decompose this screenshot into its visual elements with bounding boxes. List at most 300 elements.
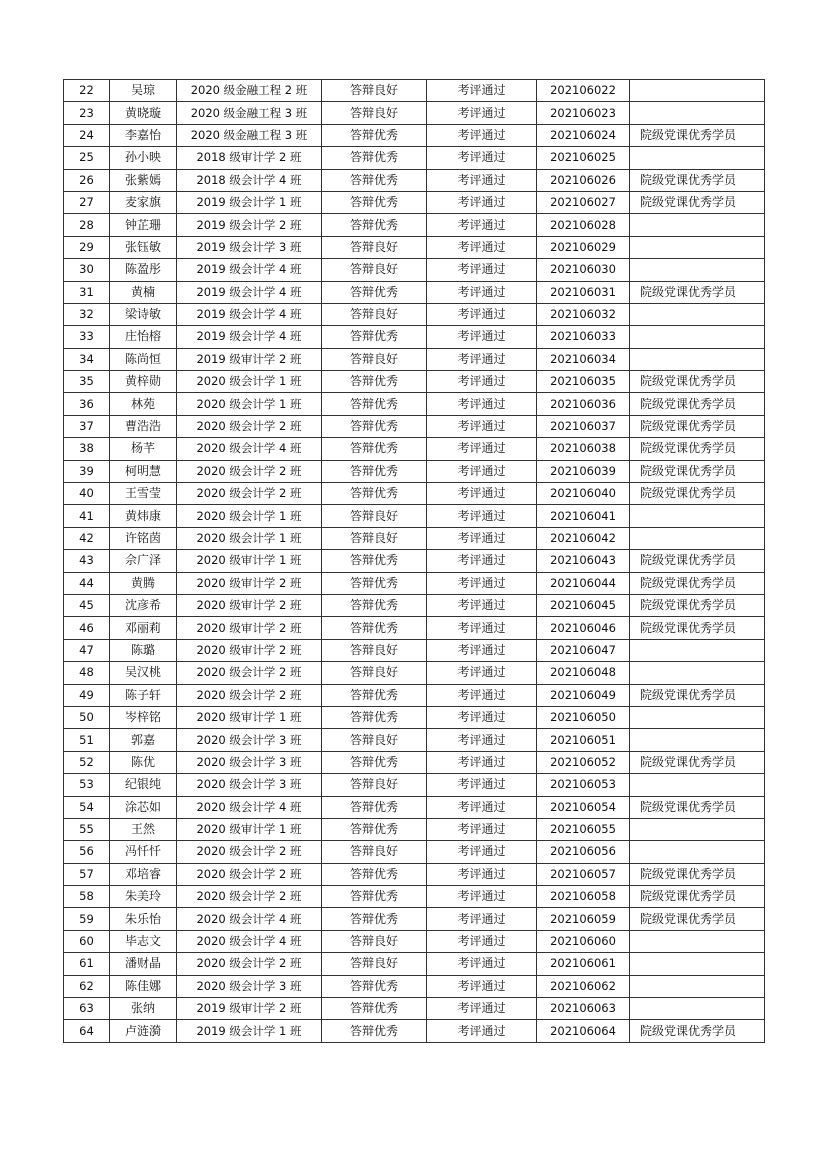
certificate-number: 202106055: [537, 818, 630, 840]
student-name: 朱乐怡: [110, 908, 177, 930]
defense-result: 答辩优秀: [322, 438, 427, 460]
roster-rows: [64, 80, 765, 1043]
table-row: [64, 908, 765, 930]
student-name: 邓丽莉: [110, 617, 177, 639]
certificate-number: 202106052: [537, 751, 630, 773]
table-row: [64, 147, 765, 169]
table-row: [64, 214, 765, 236]
row-number: 28: [64, 214, 110, 236]
remark: [630, 214, 765, 236]
review-result: 考评通过: [427, 550, 537, 572]
student-name: 庄怡榕: [110, 326, 177, 348]
student-name: 张钰敏: [110, 236, 177, 258]
certificate-number: 202106043: [537, 550, 630, 572]
table-row: [64, 460, 765, 482]
review-result: 考评通过: [427, 594, 537, 616]
certificate-number: 202106058: [537, 886, 630, 908]
row-number: 60: [64, 930, 110, 952]
row-number: 37: [64, 415, 110, 437]
class-name: 2020 级会计学 3 班: [177, 975, 322, 997]
student-name: 沈彦希: [110, 594, 177, 616]
remark: [630, 818, 765, 840]
remark: 院级党课优秀学员: [630, 415, 765, 437]
certificate-number: 202106063: [537, 998, 630, 1020]
table-row: [64, 505, 765, 527]
class-name: 2019 级会计学 3 班: [177, 236, 322, 258]
student-name: 冯忏忏: [110, 841, 177, 863]
student-name: 陈尚恒: [110, 348, 177, 370]
row-number: 36: [64, 393, 110, 415]
certificate-number: 202106051: [537, 729, 630, 751]
review-result: 考评通过: [427, 975, 537, 997]
row-number: 39: [64, 460, 110, 482]
class-name: 2020 级审计学 2 班: [177, 572, 322, 594]
defense-result: 答辩良好: [322, 639, 427, 661]
student-name: 卢涟漪: [110, 1020, 177, 1042]
defense-result: 答辩优秀: [322, 886, 427, 908]
certificate-number: 202106044: [537, 572, 630, 594]
defense-result: 答辩良好: [322, 80, 427, 102]
defense-result: 答辩良好: [322, 236, 427, 258]
row-number: 49: [64, 684, 110, 706]
table-row: [64, 415, 765, 437]
certificate-number: 202106059: [537, 908, 630, 930]
class-name: 2020 级审计学 2 班: [177, 617, 322, 639]
certificate-number: 202106050: [537, 706, 630, 728]
table-row: [64, 818, 765, 840]
review-result: 考评通过: [427, 639, 537, 661]
remark: 院级党课优秀学员: [630, 863, 765, 885]
class-name: 2020 级会计学 1 班: [177, 505, 322, 527]
row-number: 43: [64, 550, 110, 572]
certificate-number: 202106048: [537, 662, 630, 684]
row-number: 57: [64, 863, 110, 885]
table-row: [64, 80, 765, 102]
remark: [630, 259, 765, 281]
row-number: 31: [64, 281, 110, 303]
student-name: 曹浩浩: [110, 415, 177, 437]
class-name: 2020 级会计学 4 班: [177, 796, 322, 818]
row-number: 59: [64, 908, 110, 930]
certificate-number: 202106025: [537, 147, 630, 169]
row-number: 46: [64, 617, 110, 639]
row-number: 50: [64, 706, 110, 728]
student-name: 陈盈彤: [110, 259, 177, 281]
class-name: 2020 级会计学 4 班: [177, 930, 322, 952]
student-name: 潘财晶: [110, 953, 177, 975]
student-name: 许铭茵: [110, 527, 177, 549]
certificate-number: 202106031: [537, 281, 630, 303]
class-name: 2020 级审计学 1 班: [177, 818, 322, 840]
remark: 院级党课优秀学员: [630, 124, 765, 146]
review-result: 考评通过: [427, 729, 537, 751]
row-number: 25: [64, 147, 110, 169]
row-number: 34: [64, 348, 110, 370]
table-row: [64, 483, 765, 505]
class-name: 2020 级会计学 2 班: [177, 483, 322, 505]
table-row: [64, 953, 765, 975]
table-row: [64, 706, 765, 728]
row-number: 51: [64, 729, 110, 751]
remark: 院级党课优秀学员: [630, 191, 765, 213]
class-name: 2020 级会计学 4 班: [177, 908, 322, 930]
row-number: 29: [64, 236, 110, 258]
student-name: 朱美玲: [110, 886, 177, 908]
table-row: [64, 303, 765, 325]
certificate-number: 202106060: [537, 930, 630, 952]
table-row: [64, 572, 765, 594]
table-row: [64, 774, 765, 796]
student-name: 佘广泽: [110, 550, 177, 572]
row-number: 23: [64, 102, 110, 124]
defense-result: 答辩良好: [322, 303, 427, 325]
row-number: 38: [64, 438, 110, 460]
remark: [630, 998, 765, 1020]
table-row: [64, 438, 765, 460]
remark: [630, 348, 765, 370]
class-name: 2020 级会计学 4 班: [177, 438, 322, 460]
student-name: 张紫嫣: [110, 169, 177, 191]
table-row: [64, 371, 765, 393]
review-result: 考评通过: [427, 930, 537, 952]
review-result: 考评通过: [427, 259, 537, 281]
review-result: 考评通过: [427, 303, 537, 325]
review-result: 考评通过: [427, 505, 537, 527]
table-row: [64, 1020, 765, 1042]
defense-result: 答辩优秀: [322, 594, 427, 616]
class-name: 2020 级会计学 1 班: [177, 393, 322, 415]
remark: 院级党课优秀学员: [630, 281, 765, 303]
defense-result: 答辩良好: [322, 527, 427, 549]
student-name: 陈优: [110, 751, 177, 773]
table-row: [64, 617, 765, 639]
certificate-number: 202106022: [537, 80, 630, 102]
row-number: 62: [64, 975, 110, 997]
remark: [630, 102, 765, 124]
student-name: 吴汉桃: [110, 662, 177, 684]
certificate-number: 202106041: [537, 505, 630, 527]
row-number: 53: [64, 774, 110, 796]
review-result: 考评通过: [427, 706, 537, 728]
class-name: 2020 级会计学 2 班: [177, 415, 322, 437]
table-row: [64, 102, 765, 124]
class-name: 2018 级审计学 2 班: [177, 147, 322, 169]
review-result: 考评通过: [427, 326, 537, 348]
table-row: [64, 796, 765, 818]
remark: 院级党课优秀学员: [630, 684, 765, 706]
row-number: 55: [64, 818, 110, 840]
class-name: 2020 级审计学 2 班: [177, 639, 322, 661]
defense-result: 答辩优秀: [322, 460, 427, 482]
review-result: 考评通过: [427, 415, 537, 437]
defense-result: 答辩优秀: [322, 796, 427, 818]
defense-result: 答辩良好: [322, 662, 427, 684]
remark: 院级党课优秀学员: [630, 169, 765, 191]
table-row: [64, 281, 765, 303]
certificate-number: 202106054: [537, 796, 630, 818]
class-name: 2020 级会计学 2 班: [177, 863, 322, 885]
table-row: [64, 550, 765, 572]
student-name: 梁诗敏: [110, 303, 177, 325]
class-name: 2020 级会计学 2 班: [177, 841, 322, 863]
defense-result: 答辩优秀: [322, 998, 427, 1020]
table-row: [64, 751, 765, 773]
remark: 院级党课优秀学员: [630, 550, 765, 572]
student-name: 郭嘉: [110, 729, 177, 751]
remark: 院级党课优秀学员: [630, 908, 765, 930]
class-name: 2019 级会计学 1 班: [177, 191, 322, 213]
student-name: 黄炜康: [110, 505, 177, 527]
row-number: 52: [64, 751, 110, 773]
certificate-number: 202106039: [537, 460, 630, 482]
remark: [630, 841, 765, 863]
certificate-number: 202106023: [537, 102, 630, 124]
class-name: 2020 级金融工程 3 班: [177, 124, 322, 146]
student-name: 孙小映: [110, 147, 177, 169]
review-result: 考评通过: [427, 191, 537, 213]
remark: [630, 236, 765, 258]
certificate-number: 202106032: [537, 303, 630, 325]
defense-result: 答辩优秀: [322, 975, 427, 997]
certificate-number: 202106057: [537, 863, 630, 885]
review-result: 考评通过: [427, 460, 537, 482]
class-name: 2019 级会计学 4 班: [177, 281, 322, 303]
remark: [630, 975, 765, 997]
certificate-number: 202106053: [537, 774, 630, 796]
defense-result: 答辩优秀: [322, 281, 427, 303]
remark: 院级党课优秀学员: [630, 1020, 765, 1042]
class-name: 2020 级审计学 2 班: [177, 594, 322, 616]
review-result: 考评通过: [427, 371, 537, 393]
defense-result: 答辩良好: [322, 930, 427, 952]
review-result: 考评通过: [427, 572, 537, 594]
table-row: [64, 975, 765, 997]
student-name: 岑梓铭: [110, 706, 177, 728]
certificate-number: 202106056: [537, 841, 630, 863]
class-name: 2019 级会计学 4 班: [177, 303, 322, 325]
remark: [630, 639, 765, 661]
table-row: [64, 326, 765, 348]
review-result: 考评通过: [427, 124, 537, 146]
row-number: 35: [64, 371, 110, 393]
review-result: 考评通过: [427, 102, 537, 124]
student-name: 黄晓璇: [110, 102, 177, 124]
defense-result: 答辩良好: [322, 841, 427, 863]
student-name: 杨芊: [110, 438, 177, 460]
remark: 院级党课优秀学员: [630, 572, 765, 594]
student-name: 吴琼: [110, 80, 177, 102]
remark: [630, 505, 765, 527]
student-name: 林苑: [110, 393, 177, 415]
class-name: 2020 级金融工程 3 班: [177, 102, 322, 124]
certificate-number: 202106042: [537, 527, 630, 549]
certificate-number: 202106026: [537, 169, 630, 191]
class-name: 2020 级会计学 2 班: [177, 953, 322, 975]
student-name: 黄楠: [110, 281, 177, 303]
table-row: [64, 259, 765, 281]
remark: 院级党课优秀学员: [630, 796, 765, 818]
row-number: 26: [64, 169, 110, 191]
defense-result: 答辩优秀: [322, 617, 427, 639]
table-row: [64, 998, 765, 1020]
review-result: 考评通过: [427, 751, 537, 773]
remark: [630, 527, 765, 549]
class-name: 2020 级审计学 1 班: [177, 706, 322, 728]
remark: 院级党课优秀学员: [630, 751, 765, 773]
roster-table: [63, 79, 765, 1043]
table-row: [64, 841, 765, 863]
review-result: 考评通过: [427, 80, 537, 102]
row-number: 64: [64, 1020, 110, 1042]
certificate-number: 202106024: [537, 124, 630, 146]
remark: [630, 774, 765, 796]
row-number: 63: [64, 998, 110, 1020]
review-result: 考评通过: [427, 841, 537, 863]
class-name: 2019 级审计学 2 班: [177, 348, 322, 370]
table-row: [64, 527, 765, 549]
defense-result: 答辩优秀: [322, 147, 427, 169]
review-result: 考评通过: [427, 818, 537, 840]
review-result: 考评通过: [427, 438, 537, 460]
table-row: [64, 684, 765, 706]
row-number: 44: [64, 572, 110, 594]
table-row: [64, 662, 765, 684]
certificate-number: 202106038: [537, 438, 630, 460]
table-row: [64, 236, 765, 258]
student-name: 陈佳娜: [110, 975, 177, 997]
defense-result: 答辩优秀: [322, 415, 427, 437]
student-name: 李嘉怡: [110, 124, 177, 146]
remark: 院级党课优秀学员: [630, 393, 765, 415]
certificate-number: 202106047: [537, 639, 630, 661]
defense-result: 答辩优秀: [322, 169, 427, 191]
table-row: [64, 393, 765, 415]
review-result: 考评通过: [427, 393, 537, 415]
defense-result: 答辩优秀: [322, 124, 427, 146]
row-number: 54: [64, 796, 110, 818]
remark: 院级党课优秀学员: [630, 438, 765, 460]
class-name: 2019 级会计学 1 班: [177, 1020, 322, 1042]
student-name: 邓培睿: [110, 863, 177, 885]
review-result: 考评通过: [427, 662, 537, 684]
certificate-number: 202106033: [537, 326, 630, 348]
class-name: 2020 级会计学 3 班: [177, 729, 322, 751]
review-result: 考评通过: [427, 998, 537, 1020]
certificate-number: 202106030: [537, 259, 630, 281]
certificate-number: 202106045: [537, 594, 630, 616]
review-result: 考评通过: [427, 796, 537, 818]
class-name: 2019 级会计学 4 班: [177, 326, 322, 348]
remark: [630, 930, 765, 952]
defense-result: 答辩优秀: [322, 483, 427, 505]
class-name: 2020 级会计学 3 班: [177, 751, 322, 773]
certificate-number: 202106028: [537, 214, 630, 236]
certificate-number: 202106027: [537, 191, 630, 213]
remark: [630, 303, 765, 325]
defense-result: 答辩良好: [322, 259, 427, 281]
table-row: [64, 124, 765, 146]
student-name: 陈璐: [110, 639, 177, 661]
defense-result: 答辩良好: [322, 729, 427, 751]
table-row: [64, 863, 765, 885]
class-name: 2019 级会计学 4 班: [177, 259, 322, 281]
student-name: 黄梓勋: [110, 371, 177, 393]
review-result: 考评通过: [427, 1020, 537, 1042]
class-name: 2020 级会计学 3 班: [177, 774, 322, 796]
remark: 院级党课优秀学员: [630, 886, 765, 908]
remark: [630, 662, 765, 684]
defense-result: 答辩优秀: [322, 393, 427, 415]
certificate-number: 202106062: [537, 975, 630, 997]
row-number: 41: [64, 505, 110, 527]
row-number: 45: [64, 594, 110, 616]
defense-result: 答辩优秀: [322, 214, 427, 236]
table-row: [64, 930, 765, 952]
certificate-number: 202106035: [537, 371, 630, 393]
remark: 院级党课优秀学员: [630, 594, 765, 616]
defense-result: 答辩优秀: [322, 1020, 427, 1042]
student-name: 钟芷珊: [110, 214, 177, 236]
certificate-number: 202106034: [537, 348, 630, 370]
table-row: [64, 191, 765, 213]
review-result: 考评通过: [427, 908, 537, 930]
review-result: 考评通过: [427, 617, 537, 639]
student-name: 毕志文: [110, 930, 177, 952]
review-result: 考评通过: [427, 147, 537, 169]
row-number: 48: [64, 662, 110, 684]
defense-result: 答辩良好: [322, 505, 427, 527]
review-result: 考评通过: [427, 236, 537, 258]
defense-result: 答辩优秀: [322, 326, 427, 348]
student-name: 涂芯如: [110, 796, 177, 818]
row-number: 58: [64, 886, 110, 908]
student-name: 王然: [110, 818, 177, 840]
remark: 院级党课优秀学员: [630, 460, 765, 482]
defense-result: 答辩良好: [322, 348, 427, 370]
defense-result: 答辩优秀: [322, 863, 427, 885]
row-number: 22: [64, 80, 110, 102]
certificate-number: 202106049: [537, 684, 630, 706]
review-result: 考评通过: [427, 863, 537, 885]
class-name: 2020 级审计学 1 班: [177, 550, 322, 572]
class-name: 2019 级会计学 2 班: [177, 214, 322, 236]
class-name: 2020 级会计学 2 班: [177, 662, 322, 684]
table-row: [64, 594, 765, 616]
defense-result: 答辩优秀: [322, 550, 427, 572]
row-number: 24: [64, 124, 110, 146]
class-name: 2020 级金融工程 2 班: [177, 80, 322, 102]
defense-result: 答辩优秀: [322, 191, 427, 213]
table-row: [64, 639, 765, 661]
review-result: 考评通过: [427, 886, 537, 908]
student-name: 王雪莹: [110, 483, 177, 505]
defense-result: 答辩良好: [322, 102, 427, 124]
certificate-number: 202106036: [537, 393, 630, 415]
class-name: 2020 级会计学 1 班: [177, 371, 322, 393]
review-result: 考评通过: [427, 527, 537, 549]
row-number: 32: [64, 303, 110, 325]
remark: 院级党课优秀学员: [630, 617, 765, 639]
review-result: 考评通过: [427, 684, 537, 706]
certificate-number: 202106040: [537, 483, 630, 505]
student-name: 张纳: [110, 998, 177, 1020]
class-name: 2020 级会计学 1 班: [177, 527, 322, 549]
remark: [630, 953, 765, 975]
row-number: 42: [64, 527, 110, 549]
defense-result: 答辩优秀: [322, 371, 427, 393]
student-name: 麦家旗: [110, 191, 177, 213]
class-name: 2019 级审计学 2 班: [177, 998, 322, 1020]
